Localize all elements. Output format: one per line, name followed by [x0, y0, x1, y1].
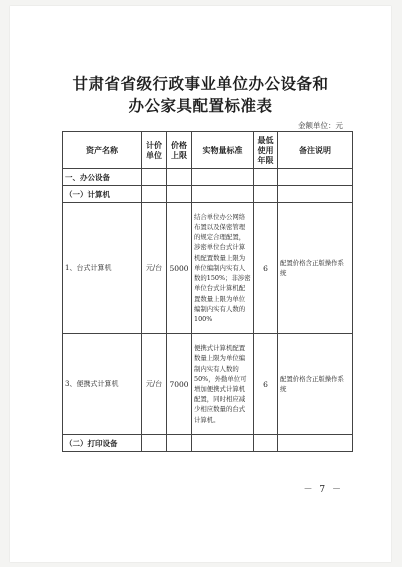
empty-cell: [254, 186, 278, 203]
section-row: [63, 169, 353, 186]
subsection-label: （一）计算机: [63, 186, 142, 203]
empty-cell: [278, 169, 353, 186]
subsection-row: [63, 435, 353, 452]
empty-cell: [192, 169, 254, 186]
pricing-unit: 元/台: [142, 203, 167, 334]
min-service-years: 6: [254, 203, 278, 334]
empty-cell: [142, 435, 167, 452]
amount-unit-label: 金额单位：元: [298, 121, 343, 130]
empty-cell: [254, 169, 278, 186]
min-service-years: 6: [254, 334, 278, 435]
section-label: 一、办公设备: [63, 169, 142, 186]
config-standard-table: [62, 131, 353, 452]
column-header: 备注说明: [278, 132, 353, 169]
document-page: [10, 6, 391, 562]
asset-name: 1、台式计算机: [63, 203, 142, 334]
asset-name: 3、便携式计算机: [63, 334, 142, 435]
empty-cell: [167, 186, 192, 203]
column-header: 最低使用年限: [254, 132, 278, 169]
price-cap: 7000: [167, 334, 192, 435]
empty-cell: [254, 435, 278, 452]
empty-cell: [278, 435, 353, 452]
table-header-row: [63, 132, 353, 169]
remark: 配置价格含正版操作系统: [278, 203, 353, 334]
page-subtitle: 办公家具配置标准表: [128, 96, 273, 115]
table-row: [63, 203, 353, 334]
pricing-unit: 元/台: [142, 334, 167, 435]
empty-cell: [278, 186, 353, 203]
column-header: 资产名称: [63, 132, 142, 169]
column-header: 计价单位: [142, 132, 167, 169]
price-cap: 5000: [167, 203, 192, 334]
empty-cell: [142, 186, 167, 203]
column-header: 价格上限: [167, 132, 192, 169]
quantity-standard: 便携式计算机配置数量上限为单位编制内实有人数的50%，外勤单位可增加便携式计算机配置，同时相应减少相应数量的台式计算机。: [192, 334, 254, 435]
empty-cell: [192, 435, 254, 452]
quantity-standard: 结合单位办公网络布置以及保密管理的规定合理配置，涉密单位台式计算机配置数量上限为单位编制内实有人数的150%；非涉密单位台式计算机配置数量上限为单位编制内实有人数的100%: [192, 203, 254, 334]
remark: 配置价格含正版操作系统: [278, 334, 353, 435]
page-number: － 7 －: [303, 485, 343, 495]
column-header: 实物量标准: [192, 132, 254, 169]
subsection-label: （二）打印设备: [63, 435, 142, 452]
empty-cell: [167, 169, 192, 186]
subsection-row: [63, 186, 353, 203]
page-title: 甘肃省省级行政事业单位办公设备和: [72, 74, 329, 93]
empty-cell: [167, 435, 192, 452]
empty-cell: [192, 186, 254, 203]
empty-cell: [142, 169, 167, 186]
table-row: [63, 334, 353, 435]
